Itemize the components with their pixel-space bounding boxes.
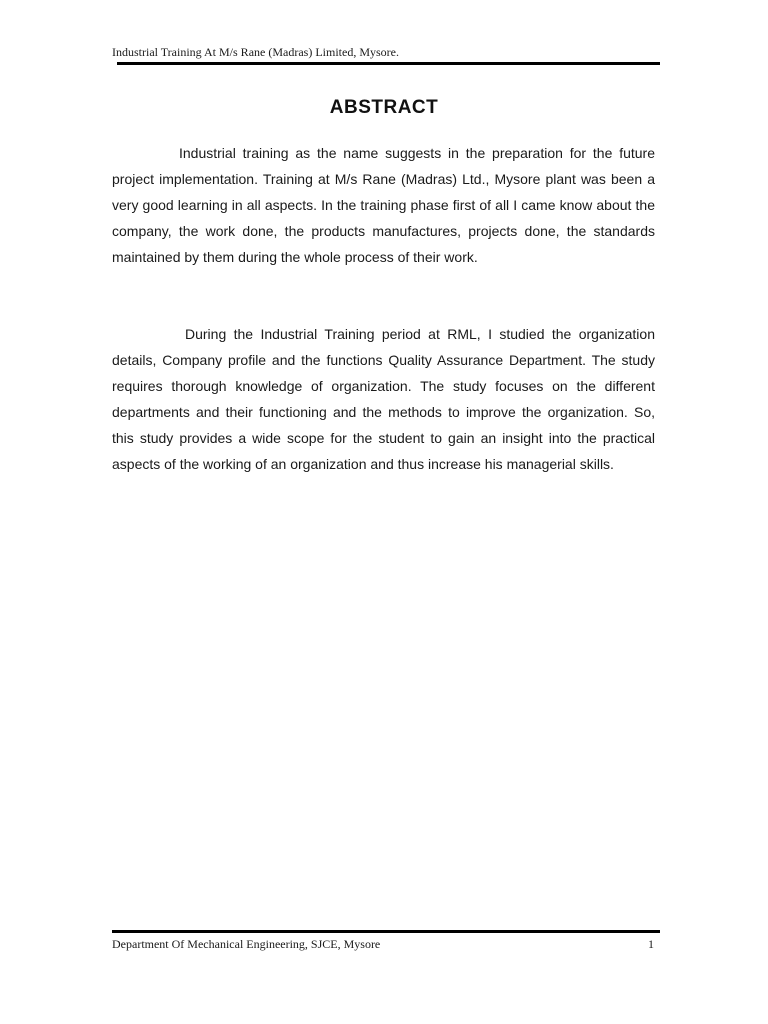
abstract-paragraph-1: Industrial training as the name suggests in the preparation for the future project implementation. Training at M/s Rane (Madras) Ltd., Mysore plant was been a very good learning in all aspects. In the training phase first of all I came know about the company, the work done, the products manufactures, projects done, the standards maintained by them during the whole process of their work. (112, 145, 655, 265)
header-rule (117, 62, 660, 65)
abstract-paragraph-2: During the Industrial Training period at RML, I studied the organization details, Company profile and the functions Quality Assurance Department. The study requires thorough knowledge of organization. The study focuses on the different departments and their functioning and the methods to improve the organization. So, this study provides a wide scope for the student to gain an insight into the practical aspects of the working of an organization and thus increase his managerial skills. (112, 326, 655, 472)
footer-rule (112, 930, 660, 933)
footer-department: Department Of Mechanical Engineering, SJCE, Mysore (112, 937, 381, 951)
page-number: 1 (648, 937, 654, 951)
running-header: Industrial Training At M/s Rane (Madras) Limited, Mysore. (112, 45, 399, 59)
page-title: ABSTRACT (329, 97, 439, 118)
